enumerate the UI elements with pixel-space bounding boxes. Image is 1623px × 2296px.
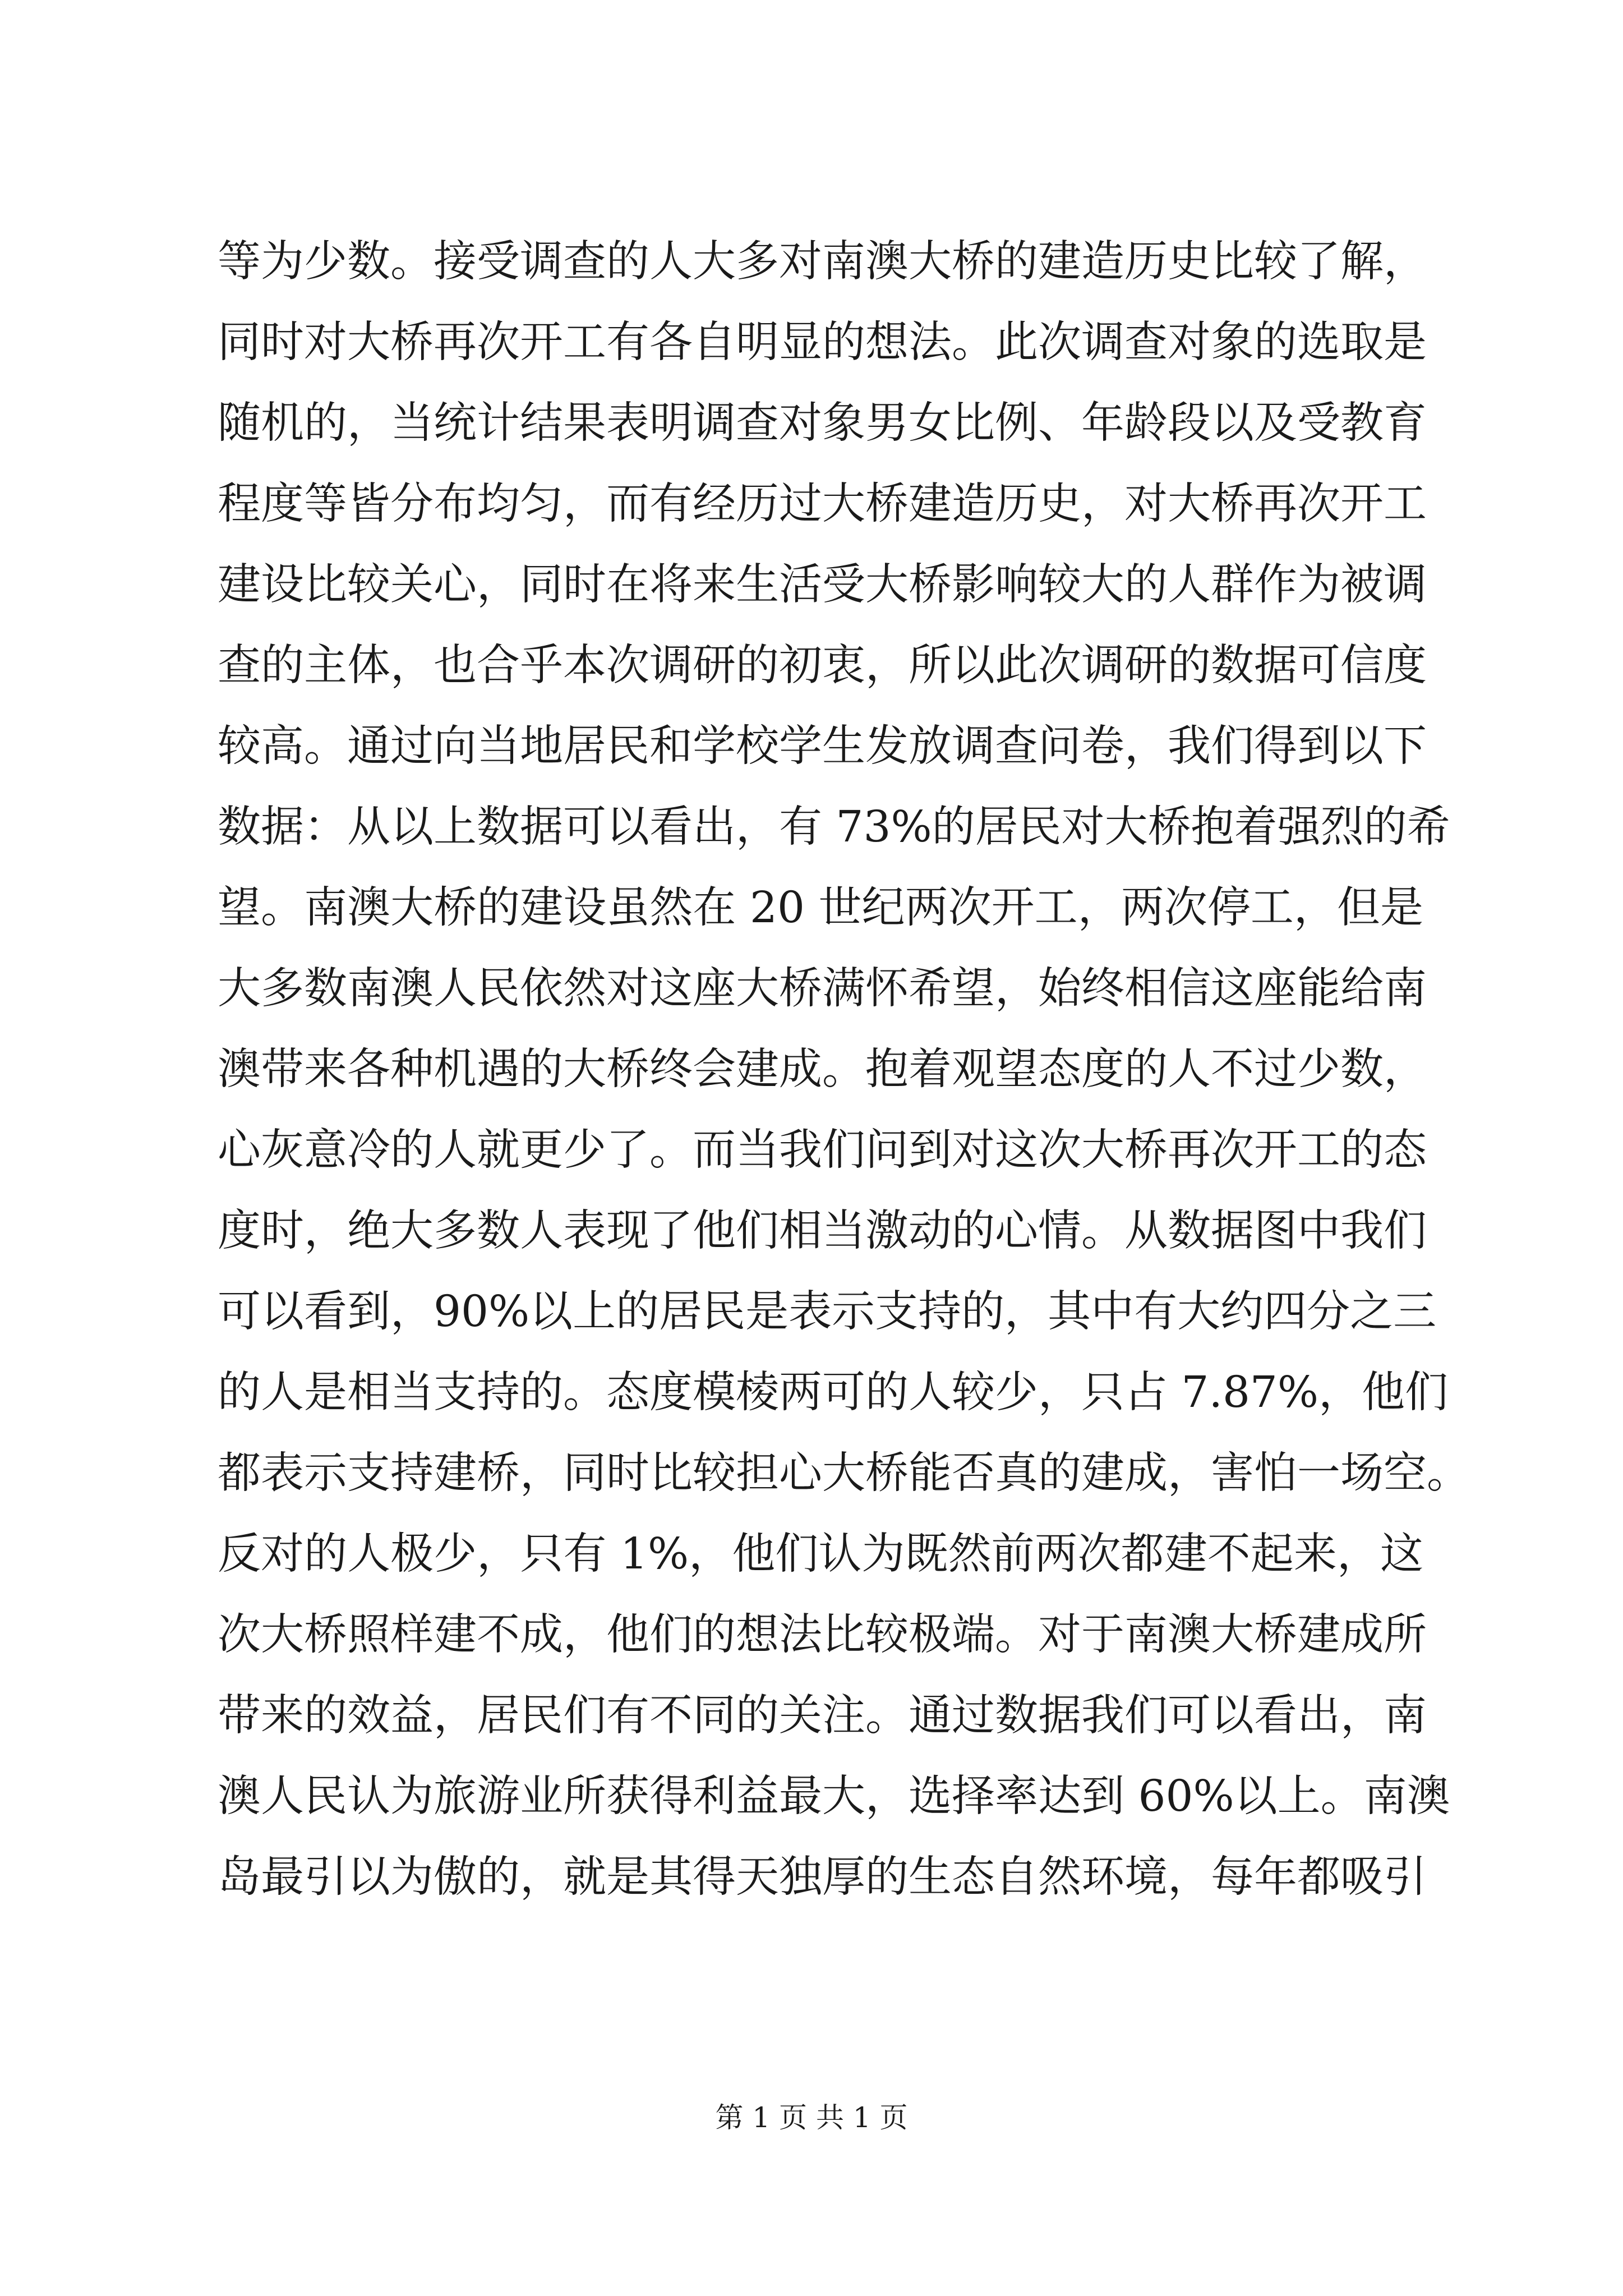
text-line: 岛最引以为傲的，就是其得天独厚的生态自然环境，每年都吸引 [218, 1852, 1427, 1902]
text-line: 心灰意冷的人就更少了。而当我们问到对这次大桥再次开工的态 [218, 1125, 1427, 1175]
text-line: 带来的效益，居民们有不同的关注。通过数据我们可以看出，南 [218, 1691, 1427, 1741]
text-line: 同时对大桥再次开工有各自明显的想法。此次调查对象的选取是 [218, 318, 1427, 367]
text-line: 度时，绝大多数人表现了他们相当激动的心情。从数据图中我们 [218, 1206, 1427, 1256]
text-line: 建设比较关心，同时在将来生活受大桥影响较大的人群作为被调 [218, 560, 1427, 610]
text-line: 反对的人极少，只有 1%，他们认为既然前两次都建不起来，这 [218, 1529, 1423, 1579]
text-line: 程度等皆分布均匀，而有经历过大桥建造历史，对大桥再次开工 [218, 479, 1427, 529]
text-line: 的人是相当支持的。态度模棱两可的人较少，只占 7.87%，他们 [218, 1368, 1449, 1418]
text-line: 望。南澳大桥的建设虽然在 20 世纪两次开工，两次停工，但是 [218, 883, 1423, 933]
text-line: 澳人民认为旅游业所获得利益最大，选择率达到 60%以上。南澳 [218, 1772, 1450, 1821]
page-footer [0, 2098, 1623, 2137]
text-line: 澳带来各种机遇的大桥终会建成。抱着观望态度的人不过少数， [218, 1045, 1427, 1094]
body-text [218, 222, 1470, 1918]
text-line: 随机的，当统计结果表明调查对象男女比例、年龄段以及受教育 [218, 398, 1427, 448]
text-line: 次大桥照样建不成，他们的想法比较极端。对于南澳大桥建成所 [218, 1610, 1427, 1660]
text-line: 查的主体，也合乎本次调研的初衷，所以此次调研的数据可信度 [218, 641, 1427, 691]
text-line: 较高。通过向当地居民和学校学生发放调查问卷，我们得到以下 [218, 721, 1427, 771]
text-line: 都表示支持建桥，同时比较担心大桥能否真的建成，害怕一场空。 [218, 1448, 1470, 1498]
text-line: 大多数南澳人民依然对这座大桥满怀希望，始终相信这座能给南 [218, 964, 1427, 1014]
text-line: 等为少数。接受调查的人大多对南澳大桥的建造历史比较了解， [218, 237, 1427, 287]
text-line: 数据：从以上数据可以看出，有 73%的居民对大桥抱着强烈的希 [218, 802, 1450, 852]
text-line: 可以看到，90%以上的居民是表示支持的，其中有大约四分之三 [218, 1287, 1437, 1337]
page-number-label: 第 1 页 共 1 页 [715, 2101, 908, 2134]
